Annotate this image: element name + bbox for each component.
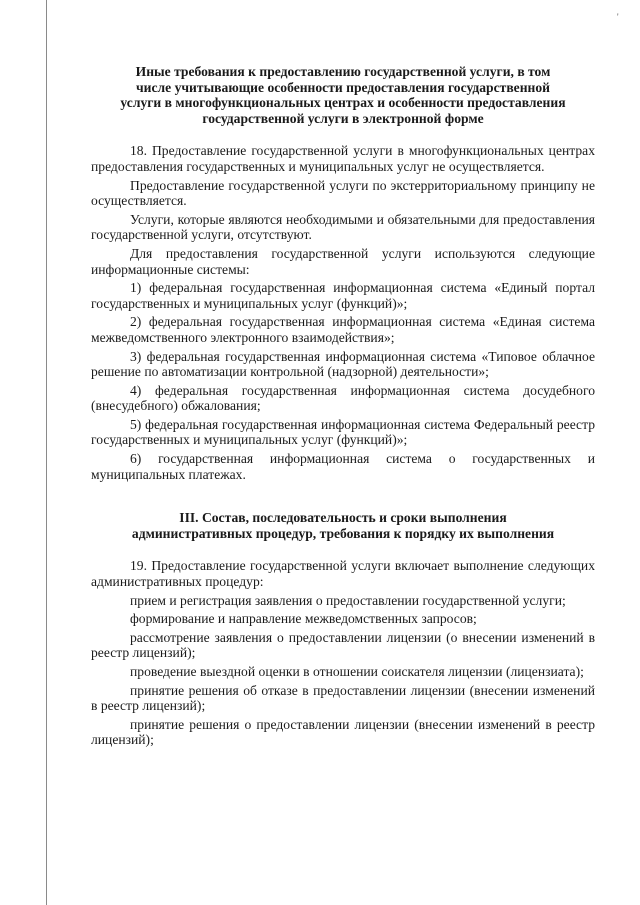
list-item-1: 1) федеральная государственная информационная система «Единый портал государственных и муниципальных услуг (функций)»; [91, 280, 595, 311]
heading-line: государственной услуги в электронной форме [202, 110, 484, 126]
paragraph: Для предоставления государственной услуги используются следующие информационные системы: [91, 245, 595, 277]
document-body [91, 64, 595, 748]
section-heading-iii [91, 510, 595, 541]
procedure-item: формирование и направление межведомственных запросов; [130, 611, 477, 627]
heading-line: услуги в многофункциональных центрах и особенности предоставления [120, 95, 566, 111]
paragraph-18: 18. Предоставление государственной услуги в многофункциональных центрах предоставления государственных и муниципальных услуг не осуществляется. [91, 143, 595, 174]
procedure-item: прием и регистрация заявления о предоставлении государственной услуги; [130, 592, 566, 608]
page-edge-line [46, 0, 47, 905]
list-item-5: 5) федеральная государственная информационная система Федеральный реестр государственных и муниципальных услуг (функций)»; [91, 416, 595, 448]
procedure-item: принятие решения о предоставлении лицензии (внесении изменений в реестр лицензий); [91, 716, 595, 748]
procedure-item: рассмотрение заявления о предоставлении лицензии (о внесении изменений в реестр лицензий); [91, 629, 595, 661]
list-item-6: 6) государственная информационная система о государственных и муниципальных платежах. [91, 451, 595, 482]
paragraph: Предоставление государственной услуги по экстерриториальному принципу не осуществляется. [91, 177, 595, 209]
heading-line: числе учитывающие особенности предоставления государственной [136, 79, 550, 95]
list-item-2: 2) федеральная государственная информационная система «Единая система межведомственного электронного взаимодействия»; [91, 314, 595, 345]
paragraph: Услуги, которые являются необходимыми и обязательными для предоставления государственной услуги, отсутствуют. [91, 211, 595, 243]
list-item-3: 3) федеральная государственная информационная система «Типовое облачное решение по автоматизации контрольной (надзорной) деятельности»; [91, 348, 595, 380]
heading-line: административных процедур, требования к порядку их выполнения [131, 525, 555, 541]
paragraph-19: 19. Предоставление государственной услуги включает выполнение следующих административных процедур: [91, 558, 595, 590]
procedure-item: принятие решения об отказе в предоставлении лицензии (внесении изменений в реестр лицензий); [91, 682, 595, 714]
section-heading-other-requirements [91, 64, 595, 126]
list-item-4: 4) федеральная государственная информационная система досудебного (внесудебного) обжалования; [91, 382, 595, 414]
procedure-item: проведение выездной оценки в отношении соискателя лицензии (лицензиата); [130, 664, 584, 679]
corner-mark: ' [617, 12, 619, 22]
heading-line: III. Состав, последовательность и сроки выполнения [179, 510, 507, 526]
heading-line: Иные требования к предоставлению государственной услуги, в том [135, 64, 551, 79]
